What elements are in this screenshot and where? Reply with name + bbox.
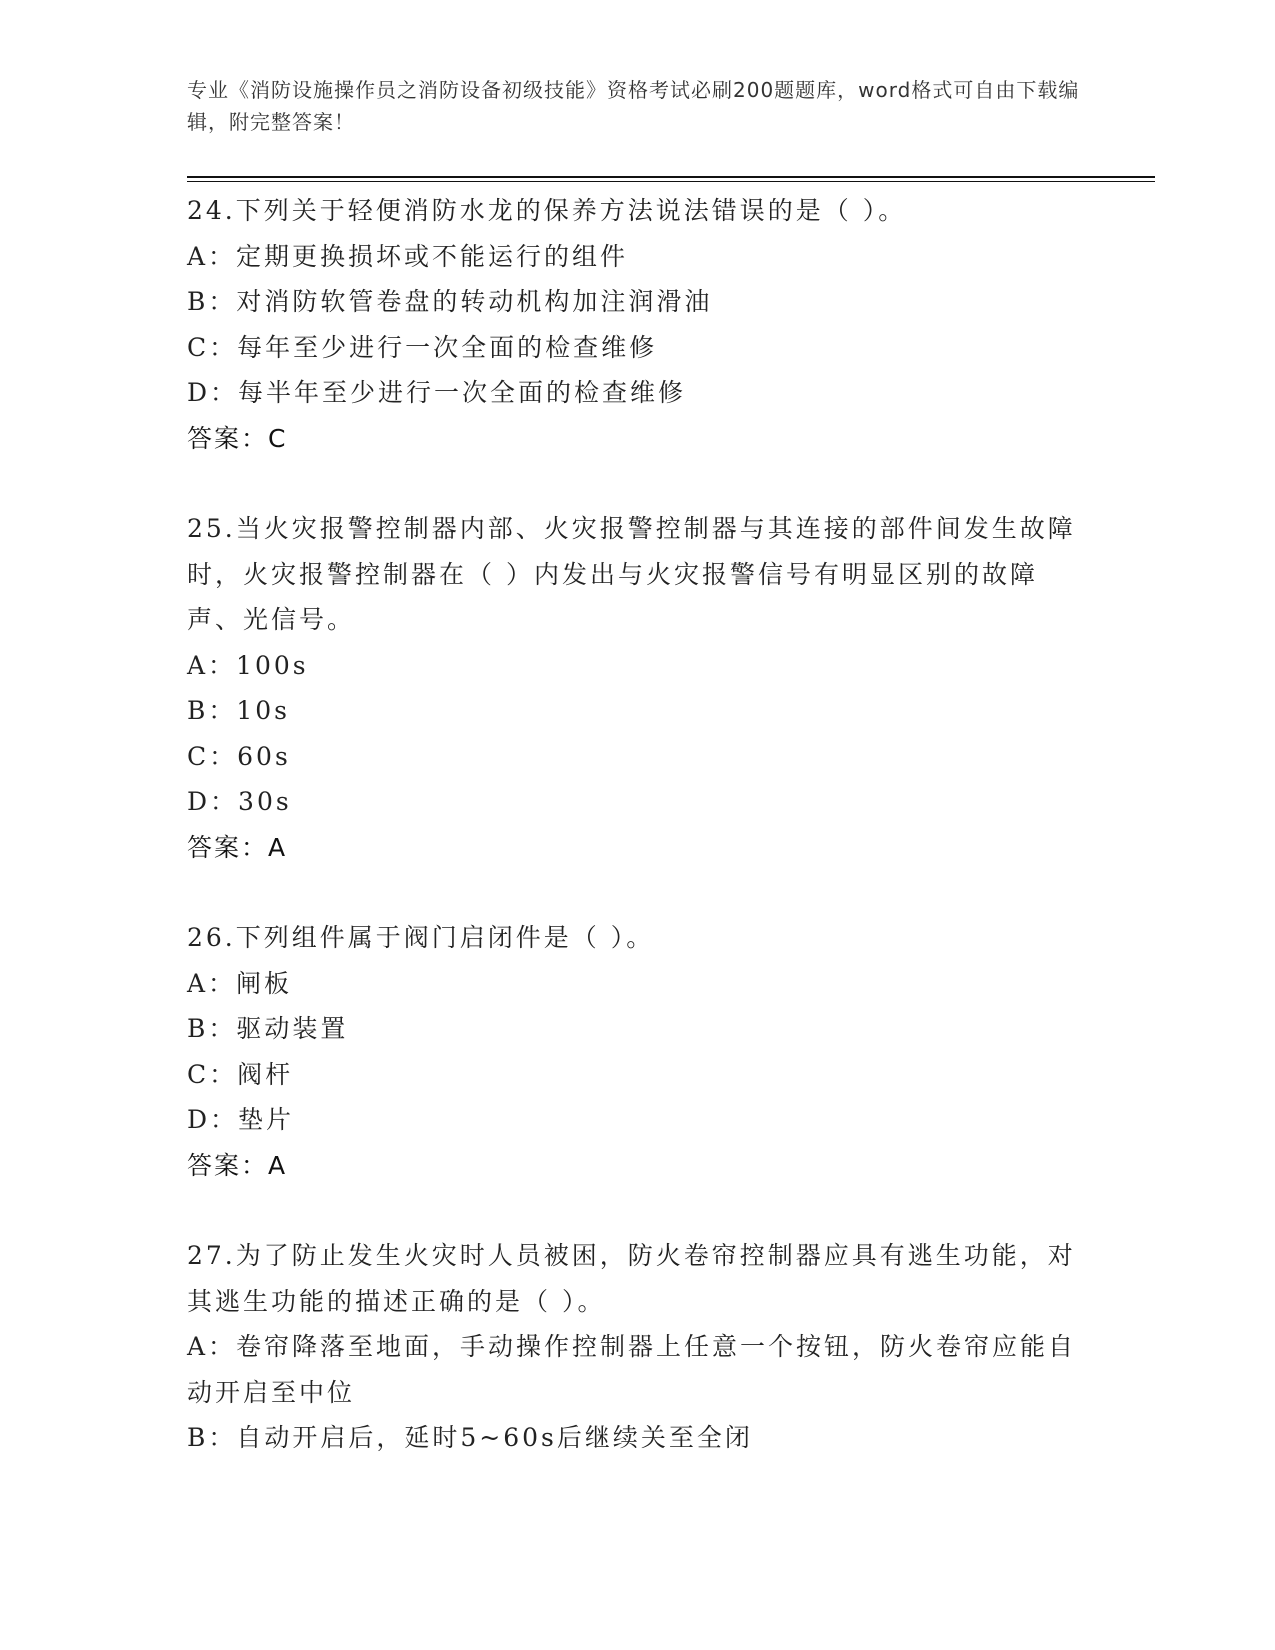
option-c: C：每年至少进行一次全面的检查维修 <box>187 332 658 362</box>
answer-key: C <box>268 423 288 453</box>
question-stem: 25.当火灾报警控制器内部、火灾报警控制器与其连接的部件间发生故障时，火灾报警控制器在（ ）内发出与火灾报警信号有明显区别的故障声、光信号。 <box>187 514 1076 634</box>
answer-line <box>187 825 1087 871</box>
option-d: D：每半年至少进行一次全面的检查维修 <box>187 378 687 407</box>
option-b: B：对消防软管卷盘的转动机构加注润滑油 <box>187 287 713 316</box>
option-c: C：60s <box>187 741 291 771</box>
option-c: C：阀杆 <box>187 1059 294 1089</box>
answer-label: 答案： <box>187 1150 269 1180</box>
question-26 <box>187 915 1087 1188</box>
question-25 <box>187 506 1087 870</box>
answer-line <box>187 416 1087 462</box>
question-stem: 24.下列关于轻便消防水龙的保养方法说法错误的是（ ）。 <box>187 196 907 225</box>
option-b: B：自动开启后，延时5~60s后继续关至全闭 <box>187 1423 753 1452</box>
option-d: D：垫片 <box>187 1105 295 1134</box>
question-stem: 26.下列组件属于阀门启闭件是（ ）。 <box>187 923 655 952</box>
header-divider-thin <box>187 181 1155 182</box>
answer-line <box>187 1143 1087 1189</box>
option-b: B：10s <box>187 696 291 725</box>
answer-label: 答案： <box>187 832 269 862</box>
option-b: B：驱动装置 <box>187 1014 349 1043</box>
option-a: A：100s <box>187 650 309 680</box>
question-27 <box>187 1233 1087 1461</box>
answer-label: 答案： <box>187 423 269 453</box>
option-a: A：定期更换损坏或不能运行的组件 <box>187 241 629 271</box>
answer-key: A <box>268 832 288 862</box>
question-stem: 27.为了防止发生火灾时人员被困，防火卷帘控制器应具有逃生功能，对其逃生功能的描述正确的是（ ）。 <box>187 1241 1076 1316</box>
answer-key: A <box>268 1150 288 1180</box>
option-a: A：闸板 <box>187 968 293 998</box>
option-a: A：卷帘降落至地面，手动操作控制器上任意一个按钮，防火卷帘应能自动开启至中位 <box>187 1332 1077 1407</box>
option-d: D：30s <box>187 787 292 816</box>
question-list <box>187 188 1087 1461</box>
question-24 <box>187 188 1087 461</box>
header-divider <box>187 176 1155 178</box>
document-header: 专业《消防设施操作员之消防设备初级技能》资格考试必刷200题题库，word格式可自由下载编辑，附完整答案！ <box>187 78 1080 134</box>
